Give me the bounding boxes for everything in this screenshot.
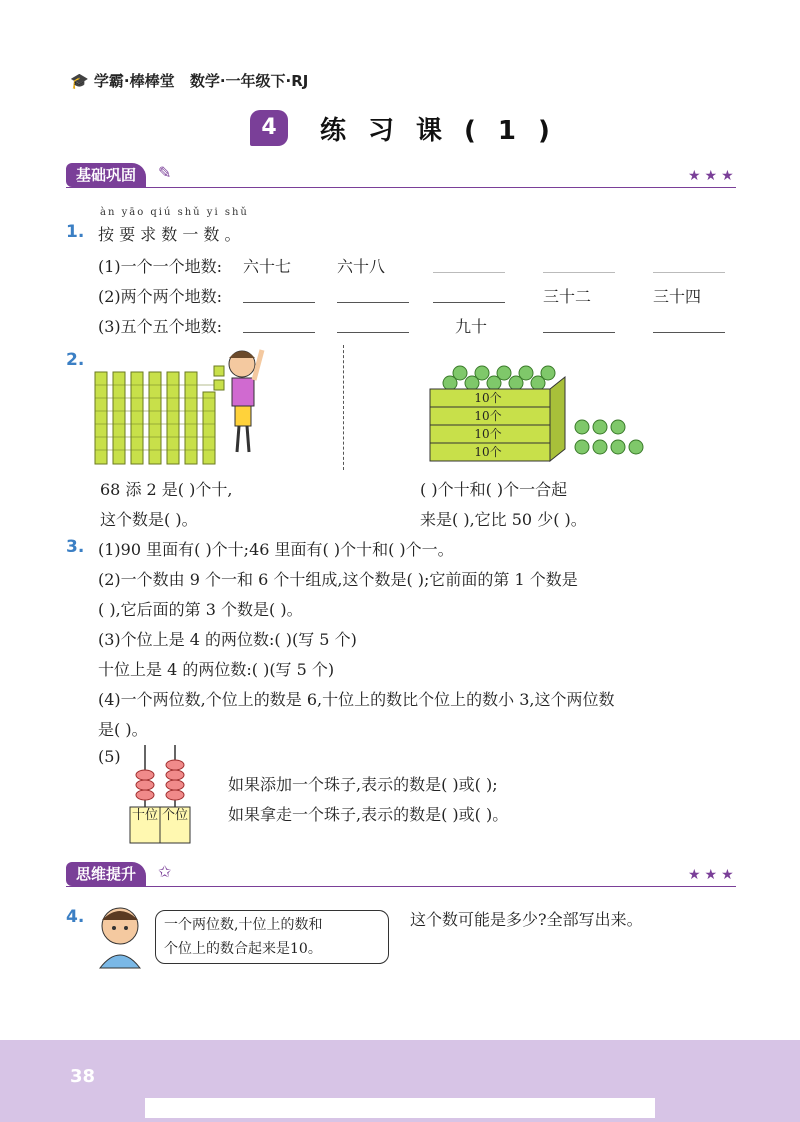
q1-row3-blank-1[interactable] (243, 332, 315, 333)
q1-pinyin: àn yāo qiú shǔ yi shǔ (100, 207, 249, 218)
q4-question: 这个数可能是多少?全部写出来。 (410, 910, 643, 929)
q2-number: 2. (66, 350, 85, 370)
q1-row3-blank-4[interactable] (543, 332, 615, 333)
section-basic-tag: 基础巩固 (66, 163, 146, 187)
box-label: 10个 (474, 427, 502, 441)
q3-part1: (1)90 里面有( )个十;46 里面有( )个十和( )个一。 (98, 540, 454, 559)
bubble-line-1: 一个两位数,十位上的数和 (164, 917, 323, 933)
sparkle-icon: ✩ (158, 862, 172, 881)
speech-bubble (155, 910, 389, 964)
boy-thinking-illustration (92, 902, 152, 972)
q3-part5-line2: 如果拿走一个珠子,表示的数是( )或( )。 (228, 805, 509, 824)
q2-cube-sticks-figure (90, 340, 270, 470)
q3-part3-line2: 十位上是 4 的两位数:( )(写 5 个) (98, 660, 335, 679)
boy-illustration (229, 350, 262, 452)
q1-row1-blank-5[interactable] (653, 272, 725, 273)
q2-right-line2: 来是( ),它比 50 少( )。 (420, 510, 587, 529)
section-basic-stars: ★★★ (688, 168, 738, 184)
abacus-ones-label: 个位 (162, 808, 189, 823)
q2-left-line1: 68 添 2 是( )个十, (100, 480, 233, 499)
q3-number: 3. (66, 537, 85, 557)
q3-part2-line2: ( ),它后面的第 3 个数是( )。 (98, 600, 303, 619)
page-number: 38 (70, 1066, 96, 1087)
q1-row3-value-3: 九十 (455, 317, 488, 336)
green-balls-top (443, 366, 555, 390)
pencil-icon: ✎ (158, 163, 172, 182)
box-labels (438, 389, 538, 461)
q1-row2-value-4: 三十二 (543, 287, 592, 306)
single-cubes (214, 366, 224, 390)
box-label: 10个 (474, 445, 502, 459)
q1-row1-blank-4[interactable] (543, 272, 615, 273)
q1-row1-value-1: 六十七 (243, 257, 292, 276)
q1-row2-label: (2)两个两个地数: (98, 287, 223, 306)
box-label: 10个 (474, 409, 502, 423)
q1-number: 1. (66, 222, 85, 242)
section-advanced-stars: ★★★ (688, 867, 738, 883)
q3-part2-line1: (2)一个数由 9 个一和 6 个十组成,这个数是( );它前面的第 1 个数是 (98, 570, 578, 589)
q2-right-line1: ( )个十和( )个一合起 (420, 480, 568, 499)
q1-row1-value-2: 六十八 (337, 257, 386, 276)
q1-row1-blank-3[interactable] (433, 272, 505, 273)
q1-row3-blank-5[interactable] (653, 332, 725, 333)
box-label: 10个 (474, 391, 502, 405)
section-basic-divider (66, 187, 736, 188)
tens-beads (136, 770, 154, 800)
bubble-line-2: 个位上的数合起来是10。 (164, 941, 322, 957)
q1-row3-blank-2[interactable] (337, 332, 409, 333)
q4-number: 4. (66, 907, 85, 927)
q1-row2-blank-2[interactable] (337, 302, 409, 303)
q1-row3-label: (3)五个五个地数: (98, 317, 223, 336)
abacus-tens-label: 十位 (132, 808, 159, 823)
graduation-cap-icon: 🎓 (70, 72, 89, 90)
q1-row1-label: (1)一个一个地数: (98, 257, 223, 276)
q1-row2-blank-3[interactable] (433, 302, 505, 303)
subject-label: 数学·一年级下·RJ (189, 72, 309, 90)
ones-beads (166, 760, 184, 800)
footer-strip (145, 1098, 655, 1118)
lesson-number-badge: 4 (250, 110, 288, 146)
lesson-title: 练习课(1) (320, 116, 572, 146)
brand-header (70, 70, 308, 91)
abacus-figure (125, 745, 193, 845)
brand-name: 学霸·棒棒堂 (93, 72, 175, 90)
section-advanced-divider (66, 886, 736, 887)
q1-stem: 按 要 求 数 一 数 。 (98, 225, 241, 244)
q2-left-line2: 这个数是( )。 (100, 510, 198, 529)
q2-divider (343, 345, 344, 470)
q1-row2-blank-1[interactable] (243, 302, 315, 303)
q3-part5-line1: 如果添加一个珠子,表示的数是( )或( ); (228, 775, 498, 794)
q3-part3-line1: (3)个位上是 4 的两位数:( )(写 5 个) (98, 630, 357, 649)
q3-part4-line1: (4)一个两位数,个位上的数是 6,十位上的数比个位上的数小 3,这个两位数 (98, 690, 615, 709)
q3-part5-label: (5) (98, 747, 121, 766)
green-balls-loose (575, 420, 643, 454)
q3-part4-line2: 是( )。 (98, 720, 148, 739)
q1-row2-value-5: 三十四 (653, 287, 702, 306)
section-advanced-tag: 思维提升 (66, 862, 146, 886)
